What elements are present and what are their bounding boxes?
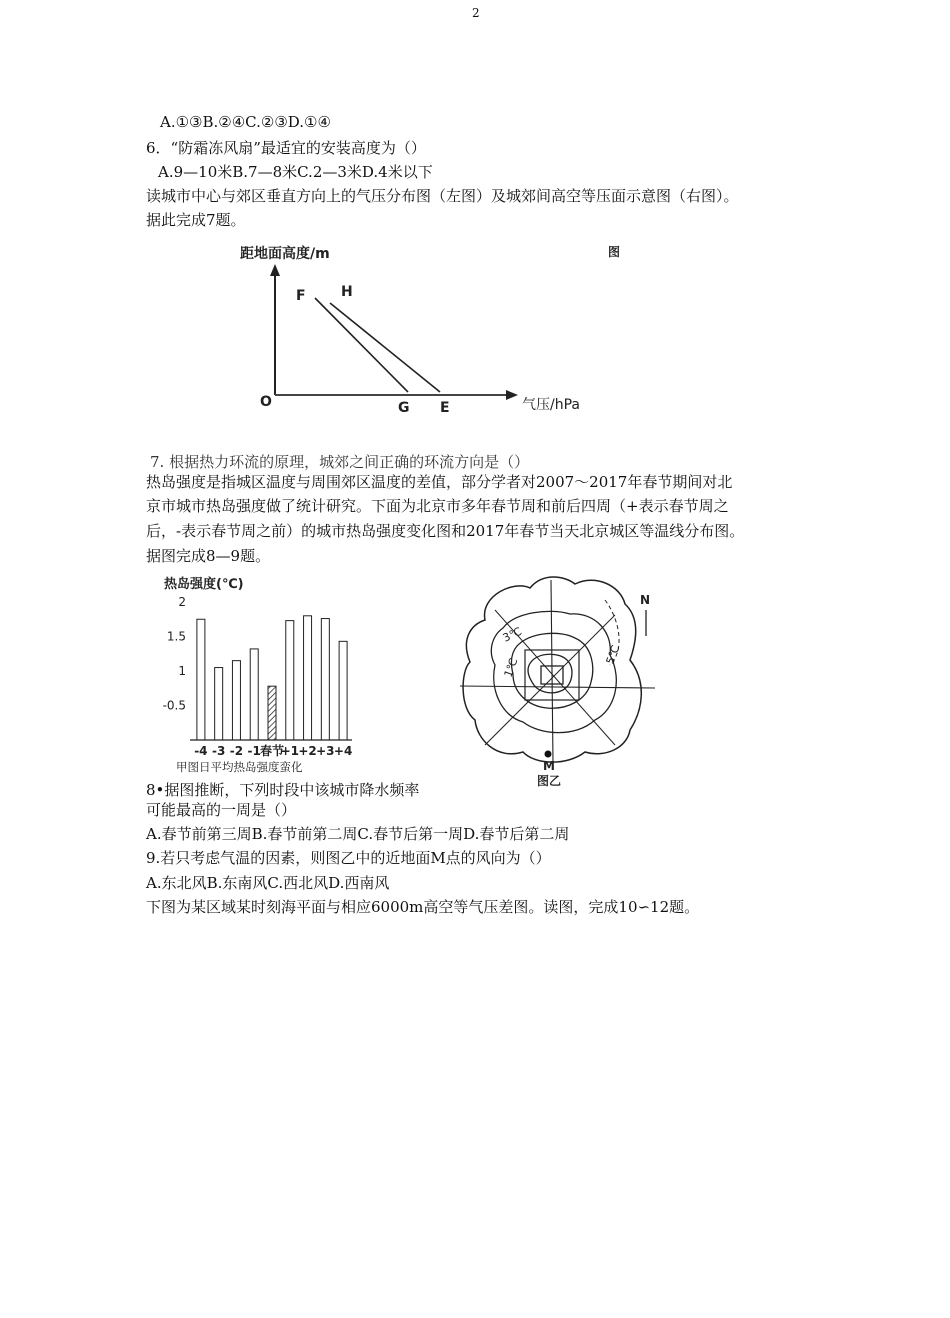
bar-2 [232,661,240,740]
x-tick-label: -2 [229,744,244,758]
q7-stem: 7. 根据热力环流的原理，城郊之间正确的环流方向是（） [150,453,530,471]
y-tick-label: -0.5 [162,698,186,713]
intro-q10: 下图为某区域某时刻海平面与相应6000m高空等气压差图。读图，完成10∽12题。 [146,898,700,916]
q5-options: A.①③B.②④C.②③D.①④ [160,113,331,131]
isotherm-label-5: 5℃ [603,643,623,667]
bar-3 [250,649,258,740]
q6-stem: 6．“防霜冻风扇”最适宜的安装高度为（） [146,139,426,157]
x-tick-label: -1 [247,744,261,758]
bar-7 [321,619,329,740]
intro-q8-line1: 热岛强度是指城区温度与周围郊区温度的差值，部分学者对2007～2017年春节期间对北 [146,473,733,491]
intro-q8-line3: 后，-表示春节周之前）的城市热岛强度变化图和2017年春节当天北京城区等温线分布图。 [146,522,745,540]
q8-options: A.春节前第三周B.春节前第二周C.春节后第一周D.春节后第二周 [146,825,570,843]
x-tick-label: 春节 [259,744,285,758]
road-north-south [551,580,553,762]
pressure-xlabel: 气压/hPa [522,397,580,413]
q8-stem-line1: 8•据图推断，下列时段中该城市降水频率 [146,781,420,799]
isotherm-label-1: 1℃ [501,656,521,680]
q9-stem: 9.若只考虑气温的因素，则图乙中的近地面M点的风向为（） [146,849,551,867]
chart-caption: 甲图日平均热岛强度蛮化 [176,760,303,774]
q8-stem-line2: 可能最高的一周是（） [146,801,297,819]
isotherm-label-3: 3℃ [500,624,524,645]
isotherm-map [455,570,670,792]
intro-q8-line2: 京市城市热岛强度做了统计研究。下面为北京市多年春节周和前后四周（+表示春节周之 [146,497,729,515]
heat-island-bar-chart [158,572,368,780]
chart-title: 热岛强度(℃) [164,577,244,592]
bar-4 [268,686,276,740]
origin-label: O [260,394,272,410]
y-tick-label: 1.5 [166,629,186,644]
map-caption: 图乙 [537,774,562,788]
y-tick-label: 2 [178,595,186,609]
label-g: G [398,400,410,416]
x-tick-label: -4 [194,744,208,758]
bar-8 [339,641,347,740]
pressure-ylabel: 距地面高度/m [240,246,330,262]
x-tick-label: +4 [333,744,353,758]
x-axis-arrow-icon [506,390,518,400]
right-figure-caption: 图 [608,245,621,259]
point-m-marker [545,751,552,758]
road-east-west [460,686,655,688]
label-f: F [296,288,306,304]
q9-options: A.东北风B.东南风C.西北风D.西南风 [146,874,390,892]
x-tick-label: +1 [280,744,299,758]
intro-q8-line4: 据图完成8—9题。 [146,547,271,565]
label-e: E [440,400,450,416]
line-h-e [330,303,440,392]
point-m-label: M [543,759,555,773]
page-number: 2 [472,6,480,20]
intro-q7-line1: 读城市中心与郊区垂直方向上的气压分布图（左图）及城郊间高空等压面示意图（右图）。 [146,187,739,205]
y-tick-label: 1 [178,664,186,678]
q6-options: A.9—10米B.7—8米C.2—3米D.4米以下 [158,163,433,181]
pressure-profile-figure [230,238,630,418]
intro-q7-line2: 据此完成7题。 [146,211,246,229]
x-tick-label: +2 [298,744,317,758]
bar-6 [304,616,312,740]
y-axis-arrow-icon [270,264,280,276]
bar-0 [197,619,205,740]
bar-1 [215,668,223,740]
label-h: H [341,284,353,300]
line-f-g [315,298,408,392]
bar-5 [286,621,294,740]
x-tick-label: -3 [211,744,226,758]
x-tick-label: +3 [316,744,335,758]
north-label: N [640,593,651,607]
